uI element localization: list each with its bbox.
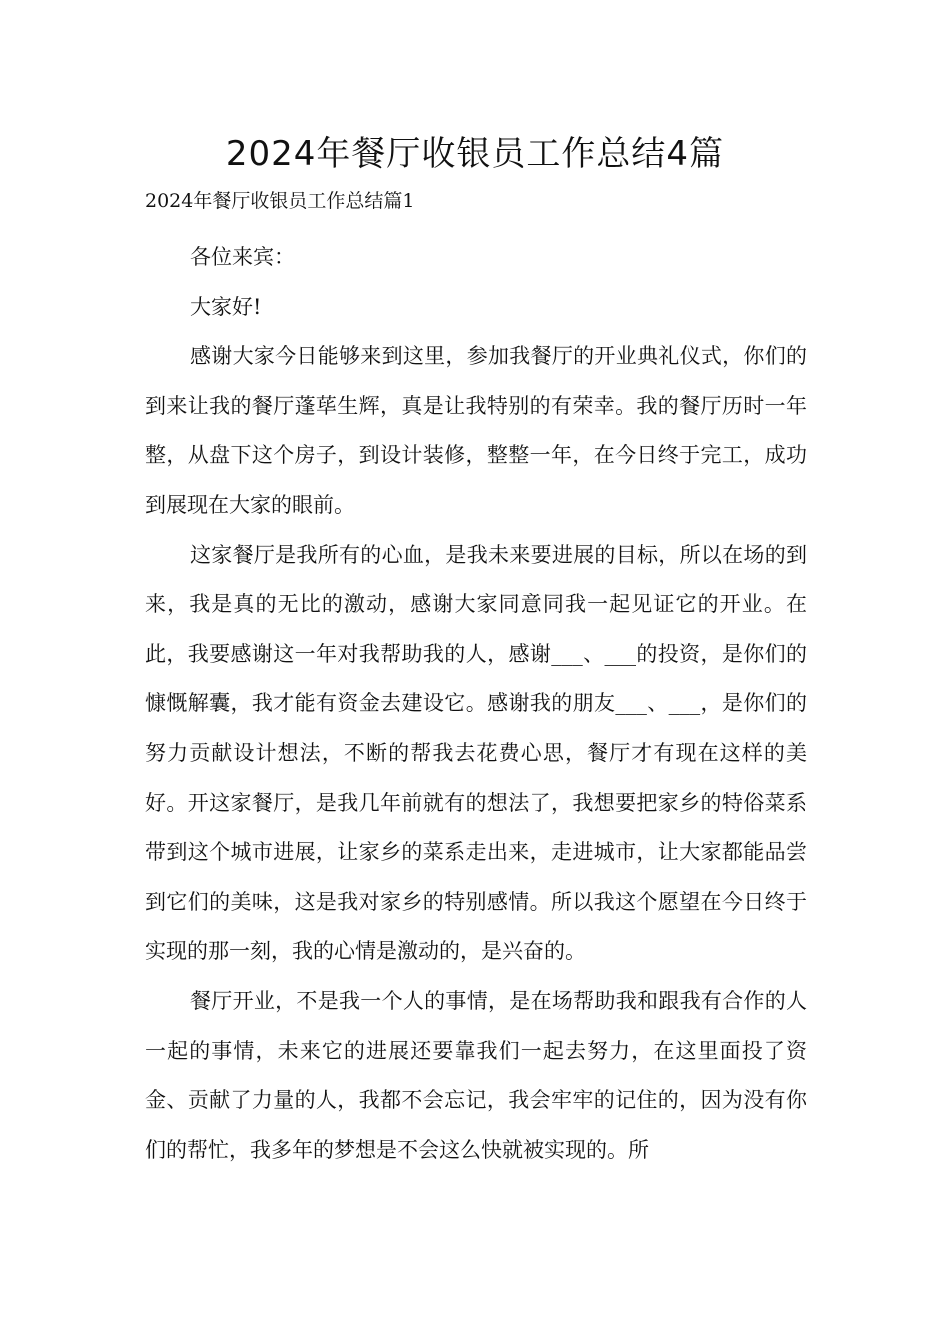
document-title: 2024年餐厅收银员工作总结4篇	[225, 134, 725, 174]
paragraph-greeting: 大家好!	[190, 294, 262, 319]
paragraph-restaurant-story: 这家餐厅是我所有的心血，是我未来要进展的目标，所以在场的到来，我是真的无比的激动，感谢大家同意同我一起见证它的开业。在此，我要感谢这一年对我帮助我的人，感谢___、___的投资，是你们的慷慨解囊，我才能有资金去建设它。感谢我的朋友___、___，是你们的努力贡献设计想法，不断的帮我去花费心思，餐厅才有现在这样的美好。开这家餐厅，是我几年前就有的想法了，我想要把家乡的特俗菜系带到这个城市进展，让家乡的菜系走出来，走进城市，让大家都能品尝到它们的美味，这是我对家乡的特别感情。所以我这个愿望在今日终于实现的那一刻，我的心情是激动的，是兴奋的。	[145, 542, 807, 964]
paragraph-opening: 餐厅开业，不是我一个人的事情，是在场帮助我和跟我有合作的人一起的事情，未来它的进展还要靠我们一起去努力，在这里面投了资金、贡献了力量的人，我都不会忘记，我会牢牢的记住的，因为没有你们的帮忙，我多年的梦想是不会这么快就被实现的。所	[145, 988, 807, 1162]
section-heading: 2024年餐厅收银员工作总结篇1	[145, 190, 415, 212]
paragraph-thanks: 感谢大家今日能够来到这里，参加我餐厅的开业典礼仪式，你们的到来让我的餐厅蓬荜生辉，真是让我特别的有荣幸。我的餐厅历时一年整，从盘下这个房子，到设计装修，整整一年，在今日终于完工，成功到展现在大家的眼前。	[145, 344, 807, 517]
document-body	[145, 233, 807, 1175]
paragraph-salutation: 各位来宾：	[190, 245, 295, 269]
